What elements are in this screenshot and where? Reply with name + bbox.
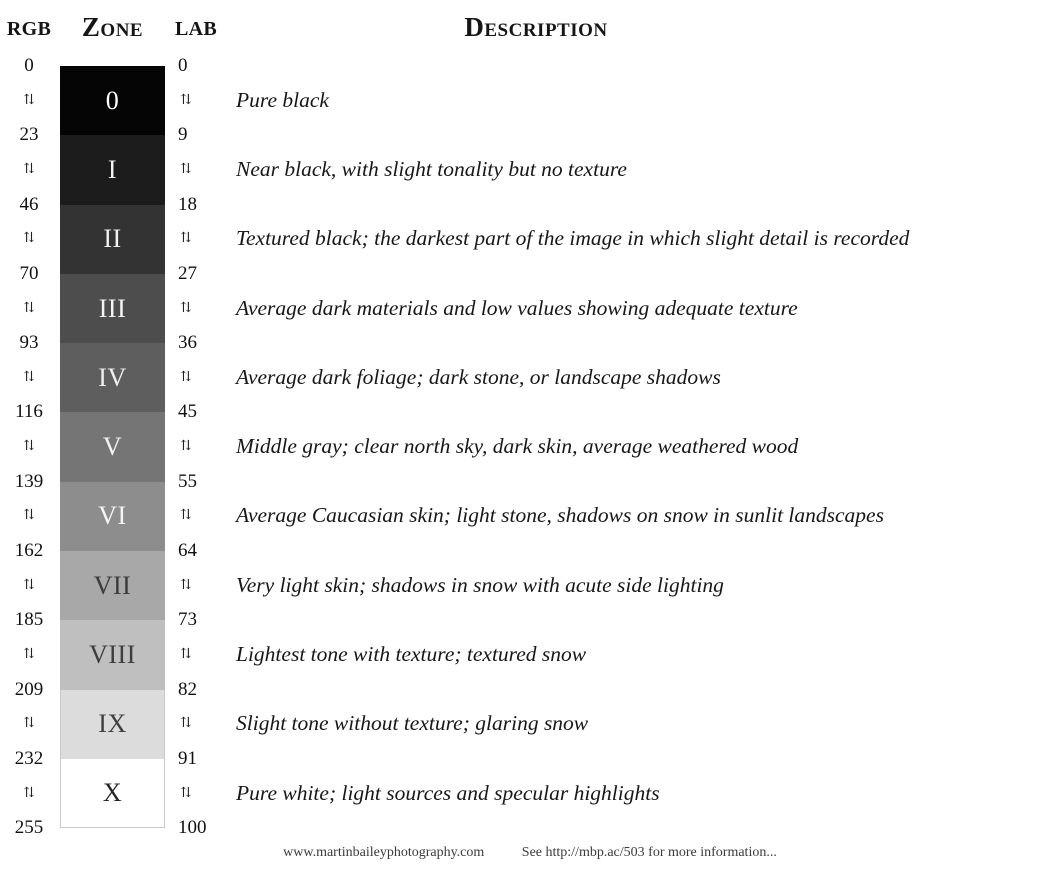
column-header-rgb: RGB	[6, 18, 52, 40]
lab-range-arrow-icon: ⇅	[180, 577, 192, 593]
column-header-zone: Zone	[81, 12, 144, 42]
column-header-lab: LAB	[174, 18, 218, 40]
rgb-range-arrow-icon: ⇅	[23, 785, 35, 801]
lab-range-arrow-icon: ⇅	[180, 300, 192, 316]
rgb-range-arrow-icon: ⇅	[23, 508, 35, 524]
lab-boundary-value: 91	[178, 747, 197, 769]
zone-row	[0, 401, 1060, 481]
zone-label: II	[103, 224, 122, 254]
zone-description: Average dark foliage; dark stone, or landscape shadows	[236, 365, 721, 390]
zone-description: Very light skin; shadows in snow with acute side lighting	[236, 572, 724, 597]
zone-swatch	[60, 620, 165, 689]
zone-label: IX	[98, 709, 127, 739]
zone-row	[0, 747, 1060, 839]
zone-description: Average dark materials and low values showing adequate texture	[236, 295, 798, 320]
zone-swatch	[60, 412, 165, 481]
rgb-boundary-value: 209	[14, 678, 44, 700]
lab-boundary-value: 18	[178, 193, 197, 215]
lab-boundary-value: 64	[178, 540, 197, 562]
lab-boundary-value: 36	[178, 332, 197, 354]
rgb-range-arrow-icon: ⇅	[23, 300, 35, 316]
zone-label: V	[102, 432, 123, 462]
rgb-boundary-value: 162	[14, 540, 44, 562]
lab-boundary-value: 73	[178, 609, 197, 631]
zone-label: III	[98, 293, 127, 323]
lab-boundary-value: 100	[178, 817, 207, 839]
zone-description: Textured black; the darkest part of the image in which slight detail is recorded	[236, 226, 910, 251]
rgb-range-arrow-icon: ⇅	[23, 577, 35, 593]
zone-system-table	[0, 55, 1060, 839]
lab-range-arrow-icon: ⇅	[180, 647, 192, 663]
zone-swatch	[60, 274, 165, 343]
zone-label: VIII	[89, 640, 136, 670]
zone-row	[0, 678, 1060, 759]
rgb-boundary-value: 46	[19, 193, 39, 215]
zone-description: Slight tone without texture; glaring snow	[236, 711, 589, 736]
lab-range-arrow-icon: ⇅	[180, 508, 192, 524]
lab-boundary-value: 27	[178, 262, 197, 284]
rgb-boundary-value: 0	[24, 55, 34, 76]
zone-label: IV	[98, 362, 127, 392]
zone-row	[0, 332, 1060, 412]
zone-description: Pure white; light sources and specular highlights	[236, 780, 660, 805]
lab-boundary-value: 82	[178, 678, 197, 700]
lab-boundary-value: 9	[178, 124, 188, 146]
column-header-description: Description	[464, 12, 608, 42]
zone-swatch	[60, 135, 165, 204]
zone-description: Pure black	[236, 87, 329, 112]
rgb-boundary-value: 255	[14, 817, 44, 839]
rgb-boundary-value: 23	[19, 124, 39, 146]
lab-boundary-value: 55	[178, 470, 197, 492]
zone-description: Lightest tone with texture; textured snow	[236, 642, 587, 667]
zone-row	[0, 55, 1060, 135]
zone-label: VI	[98, 501, 127, 531]
zone-description: Near black, with slight tonality but no texture	[236, 157, 627, 182]
rgb-boundary-value: 93	[19, 332, 39, 354]
lab-range-arrow-icon: ⇅	[180, 785, 192, 801]
zone-label: 0	[105, 85, 120, 115]
rgb-range-arrow-icon: ⇅	[23, 231, 35, 247]
rgb-range-arrow-icon: ⇅	[23, 439, 35, 455]
rgb-range-arrow-icon: ⇅	[23, 369, 35, 385]
zone-label: X	[102, 778, 123, 808]
zone-swatch	[60, 66, 165, 135]
zone-label: VII	[93, 570, 132, 600]
zone-row	[0, 193, 1060, 274]
rgb-boundary-value: 116	[15, 401, 43, 423]
zone-swatch	[60, 343, 165, 412]
zone-row	[0, 540, 1060, 620]
lab-range-arrow-icon: ⇅	[180, 231, 192, 247]
zone-row	[0, 124, 1060, 204]
footer	[0, 845, 1060, 861]
lab-range-arrow-icon: ⇅	[180, 439, 192, 455]
zone-description: Average Caucasian skin; light stone, shadows on snow in sunlit landscapes	[236, 503, 884, 528]
rgb-range-arrow-icon: ⇅	[23, 92, 35, 108]
footer-website: www.martinbaileyphotography.com	[283, 845, 485, 860]
zone-swatch	[60, 759, 165, 828]
rgb-range-arrow-icon: ⇅	[23, 647, 35, 663]
lab-range-arrow-icon: ⇅	[180, 161, 192, 177]
rgb-range-arrow-icon: ⇅	[23, 716, 35, 732]
zone-label: I	[107, 154, 118, 184]
rgb-boundary-value: 232	[14, 747, 44, 769]
column-headers	[0, 12, 1060, 52]
zone-row	[0, 470, 1060, 551]
zone-swatch	[60, 482, 165, 551]
zone-swatch	[60, 205, 165, 274]
zone-row	[0, 609, 1060, 689]
footer-more-info: See http://mbp.ac/503 for more information...	[521, 845, 777, 860]
lab-range-arrow-icon: ⇅	[180, 369, 192, 385]
lab-range-arrow-icon: ⇅	[180, 716, 192, 732]
lab-boundary-value: 45	[178, 401, 197, 423]
zone-description: Middle gray; clear north sky, dark skin, average weathered wood	[236, 434, 799, 459]
zone-swatch	[60, 690, 165, 759]
rgb-boundary-value: 185	[14, 609, 44, 631]
zone-swatch	[60, 551, 165, 620]
lab-boundary-value: 0	[178, 55, 188, 76]
rgb-range-arrow-icon: ⇅	[23, 161, 35, 177]
rgb-boundary-value: 70	[19, 262, 39, 284]
zone-row	[0, 262, 1060, 343]
rgb-boundary-value: 139	[14, 470, 44, 492]
lab-range-arrow-icon: ⇅	[180, 92, 192, 108]
